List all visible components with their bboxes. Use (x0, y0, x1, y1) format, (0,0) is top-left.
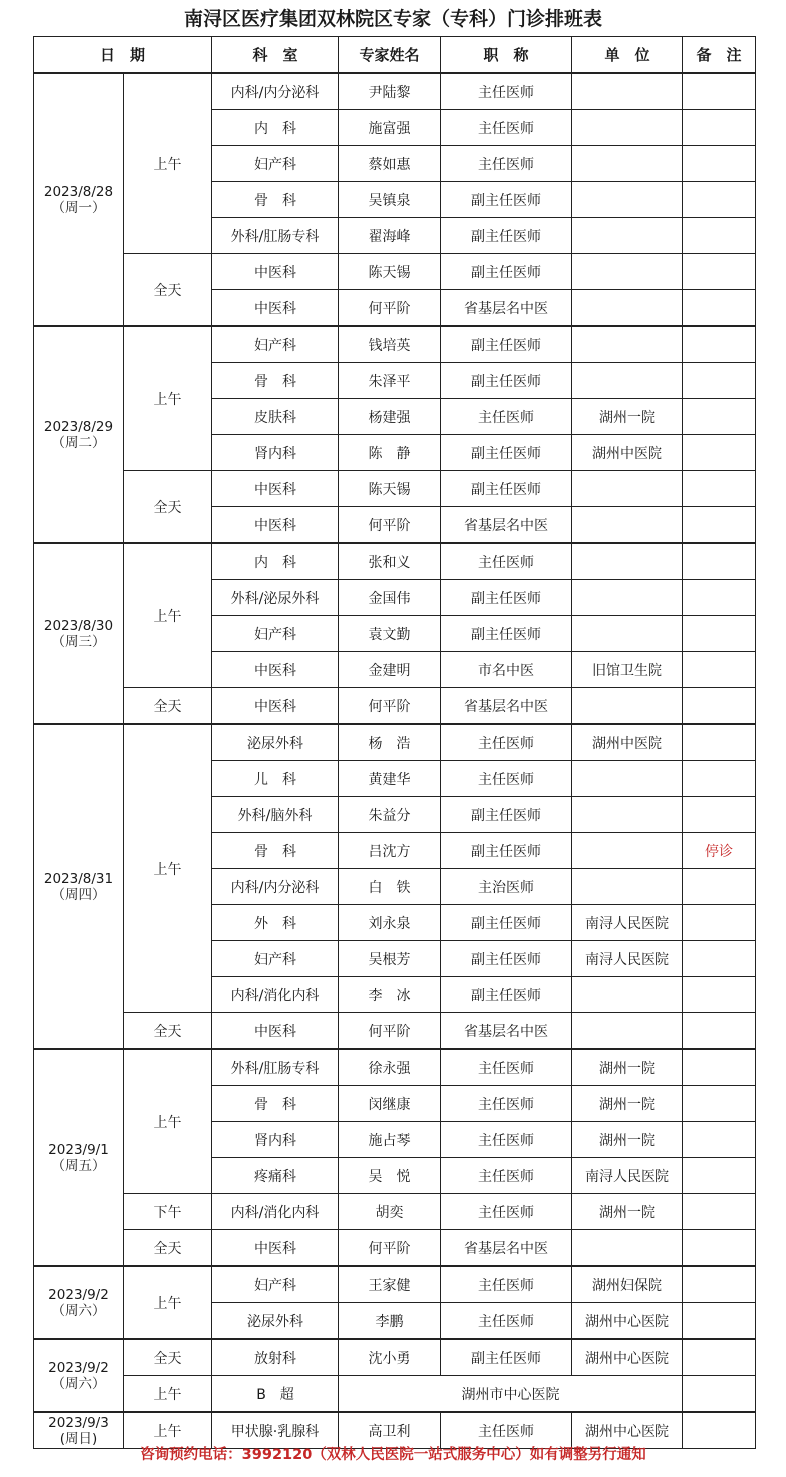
name-cell: 何平阶 (339, 290, 441, 327)
title-cell: 主任医师 (441, 1194, 572, 1230)
title-cell: 主任医师 (441, 73, 572, 110)
name-cell: 尹陆黎 (339, 73, 441, 110)
dept-cell: 骨 科 (212, 363, 339, 399)
title-cell: 省基层名中医 (441, 507, 572, 544)
dept-cell: 内 科 (212, 543, 339, 580)
note-cell (683, 1158, 756, 1194)
note-cell (683, 1376, 756, 1413)
session-cell: 上午 (124, 1266, 212, 1339)
unit-cell (572, 833, 683, 869)
unit-cell: 湖州妇保院 (572, 1266, 683, 1303)
title-cell: 主任医师 (441, 543, 572, 580)
name-cell: 闵继康 (339, 1086, 441, 1122)
name-cell: 施占琴 (339, 1122, 441, 1158)
note-cell (683, 218, 756, 254)
name-cell: 蔡如惠 (339, 146, 441, 182)
name-cell: 朱泽平 (339, 363, 441, 399)
dept-cell: 中医科 (212, 652, 339, 688)
title-cell: 副主任医师 (441, 182, 572, 218)
title-cell: 副主任医师 (441, 616, 572, 652)
note-cell (683, 905, 756, 941)
note-cell (683, 507, 756, 544)
table-row (34, 73, 756, 110)
unit-cell (572, 73, 683, 110)
title-cell: 副主任医师 (441, 1339, 572, 1376)
unit-cell: 南浔人民医院 (572, 941, 683, 977)
title-cell: 副主任医师 (441, 580, 572, 616)
weekday-text: （周四） (51, 886, 106, 903)
note-cell (683, 724, 756, 761)
unit-cell (572, 1013, 683, 1050)
name-cell: 钱培英 (339, 326, 441, 363)
dept-cell: 骨 科 (212, 833, 339, 869)
name-cell: 吕沈方 (339, 833, 441, 869)
unit-cell: 湖州中医院 (572, 435, 683, 471)
dept-cell: 疼痛科 (212, 1158, 339, 1194)
dept-cell: 妇产科 (212, 1266, 339, 1303)
unit-cell: 湖州一院 (572, 1086, 683, 1122)
date-cell (34, 1339, 124, 1412)
unit-cell (572, 543, 683, 580)
name-cell: 杨建强 (339, 399, 441, 435)
title-cell: 主任医师 (441, 399, 572, 435)
session-cell: 全天 (124, 471, 212, 544)
unit-cell: 南浔人民医院 (572, 1158, 683, 1194)
dept-cell: 内科/消化内科 (212, 1194, 339, 1230)
note-cell (683, 1122, 756, 1158)
dept-cell: 中医科 (212, 507, 339, 544)
header-name: 专家姓名 (339, 37, 441, 74)
dept-cell: 外科/肛肠专科 (212, 1049, 339, 1086)
note-cell (683, 182, 756, 218)
table-row (34, 1230, 756, 1267)
table-row (34, 254, 756, 290)
name-cell: 吴镇泉 (339, 182, 441, 218)
header-title: 职 称 (441, 37, 572, 74)
name-cell: 何平阶 (339, 1230, 441, 1267)
session-cell: 全天 (124, 688, 212, 725)
unit-cell (572, 110, 683, 146)
unit-cell (572, 616, 683, 652)
title-cell: 主任医师 (441, 110, 572, 146)
date-cell (34, 543, 124, 724)
unit-cell: 湖州中心医院 (572, 1339, 683, 1376)
header-note: 备 注 (683, 37, 756, 74)
note-cell (683, 652, 756, 688)
header-row (34, 37, 756, 74)
note-cell (683, 1339, 756, 1376)
title-cell: 副主任医师 (441, 797, 572, 833)
weekday-text: （周五） (51, 1157, 106, 1174)
date-text: 2023/9/2 (48, 1359, 109, 1376)
title-cell: 主任医师 (441, 1303, 572, 1340)
name-cell: 陈天锡 (339, 254, 441, 290)
unit-cell (572, 363, 683, 399)
date-text: 2023/9/1 (48, 1141, 109, 1158)
name-cell: 陈天锡 (339, 471, 441, 507)
table-row (34, 543, 756, 580)
dept-cell: 外科/脑外科 (212, 797, 339, 833)
name-cell: 施富强 (339, 110, 441, 146)
unit-cell (572, 977, 683, 1013)
name-cell: 张和义 (339, 543, 441, 580)
name-cell: 黄建华 (339, 761, 441, 797)
name-cell: 吴根芳 (339, 941, 441, 977)
dept-cell: 中医科 (212, 254, 339, 290)
title-cell: 主任医师 (441, 1049, 572, 1086)
unit-cell (572, 146, 683, 182)
header-date: 日 期 (34, 37, 212, 74)
name-cell: 翟海峰 (339, 218, 441, 254)
schedule-body (34, 73, 756, 1449)
dept-cell: 妇产科 (212, 616, 339, 652)
title-cell: 副主任医师 (441, 435, 572, 471)
dept-cell: 儿 科 (212, 761, 339, 797)
dept-cell: 肾内科 (212, 1122, 339, 1158)
note-cell (683, 290, 756, 327)
note-cell (683, 616, 756, 652)
unit-cell (572, 290, 683, 327)
unit-cell (572, 869, 683, 905)
name-cell: 何平阶 (339, 507, 441, 544)
dept-cell: 放射科 (212, 1339, 339, 1376)
note-cell (683, 146, 756, 182)
unit-cell (572, 688, 683, 725)
name-cell: 吴 悦 (339, 1158, 441, 1194)
name-cell: 白 铁 (339, 869, 441, 905)
title-cell: 副主任医师 (441, 833, 572, 869)
name-cell: 胡奕 (339, 1194, 441, 1230)
header-dept: 科 室 (212, 37, 339, 74)
table-row (34, 1049, 756, 1086)
title-cell: 副主任医师 (441, 218, 572, 254)
dept-cell: 妇产科 (212, 146, 339, 182)
title-cell: 副主任医师 (441, 254, 572, 290)
title-cell: 主任医师 (441, 761, 572, 797)
table-row (34, 471, 756, 507)
page-title: 南浔区医疗集团双林院区专家（专科）门诊排班表 (183, 8, 602, 30)
session-cell: 全天 (124, 1230, 212, 1267)
dept-cell: 中医科 (212, 471, 339, 507)
note-cell (683, 1266, 756, 1303)
date-cell (34, 73, 124, 326)
date-cell (34, 1266, 124, 1339)
dept-cell: 内科/内分泌科 (212, 73, 339, 110)
note-cell (683, 761, 756, 797)
session-cell: 上午 (124, 73, 212, 254)
title-cell: 副主任医师 (441, 363, 572, 399)
note-cell (683, 869, 756, 905)
dept-cell: 内科/消化内科 (212, 977, 339, 1013)
title-cell: 主任医师 (441, 724, 572, 761)
session-cell: 下午 (124, 1194, 212, 1230)
unit-cell: 湖州一院 (572, 1122, 683, 1158)
dept-cell: 皮肤科 (212, 399, 339, 435)
title-cell: 主任医师 (441, 1266, 572, 1303)
title-cell: 省基层名中医 (441, 290, 572, 327)
unit-cell: 南浔人民医院 (572, 905, 683, 941)
date-text: 2023/8/30 (43, 617, 114, 634)
unit-cell (572, 797, 683, 833)
unit-cell (572, 326, 683, 363)
unit-cell (572, 1230, 683, 1267)
name-cell: 陈 静 (339, 435, 441, 471)
unit-cell (572, 254, 683, 290)
title-cell: 省基层名中医 (441, 1230, 572, 1267)
dept-cell: 妇产科 (212, 941, 339, 977)
session-cell: 全天 (124, 1339, 212, 1376)
title-cell: 省基层名中医 (441, 688, 572, 725)
name-cell: 徐永强 (339, 1049, 441, 1086)
title-cell: 主任医师 (441, 1158, 572, 1194)
session-cell: 全天 (124, 1013, 212, 1050)
note-cell (683, 580, 756, 616)
name-cell: 李 冰 (339, 977, 441, 1013)
note-cell (683, 1303, 756, 1340)
unit-cell: 湖州中医院 (572, 724, 683, 761)
name-cell: 高卫利 (339, 1412, 441, 1449)
name-cell: 李鹏 (339, 1303, 441, 1340)
unit-cell: 湖州中心医院 (572, 1303, 683, 1340)
weekday-text: （周六） (51, 1302, 106, 1319)
unit-cell (572, 471, 683, 507)
unit-cell: 湖州一院 (572, 1194, 683, 1230)
dept-cell: 中医科 (212, 1013, 339, 1050)
weekday-text: （周六） (51, 1375, 106, 1392)
dept-cell: 骨 科 (212, 1086, 339, 1122)
weekday-text: （周三） (51, 633, 106, 650)
note-cell (683, 797, 756, 833)
name-cell: 朱益分 (339, 797, 441, 833)
note-cell (683, 471, 756, 507)
note-cell (683, 543, 756, 580)
title-cell: 主任医师 (441, 1086, 572, 1122)
title-cell: 主任医师 (441, 146, 572, 182)
session-cell: 上午 (124, 1049, 212, 1194)
unit-cell (572, 761, 683, 797)
date-text: 2023/8/31 (43, 870, 114, 887)
unit-cell (572, 507, 683, 544)
title-cell: 市名中医 (441, 652, 572, 688)
weekday-text: （周一） (51, 199, 106, 216)
dept-cell: 甲状腺·乳腺科 (212, 1412, 339, 1449)
note-cell (683, 977, 756, 1013)
table-row (34, 1339, 756, 1376)
session-cell: 上午 (124, 1412, 212, 1449)
dept-cell: 中医科 (212, 1230, 339, 1267)
date-text: 2023/8/29 (43, 418, 114, 435)
dept-cell: 肾内科 (212, 435, 339, 471)
merged-unit-cell: 湖州市中心医院 (339, 1376, 683, 1413)
note-cell (683, 363, 756, 399)
unit-cell (572, 182, 683, 218)
session-cell: 上午 (124, 543, 212, 688)
name-cell: 金建明 (339, 652, 441, 688)
dept-cell: 外 科 (212, 905, 339, 941)
note-cell (683, 1049, 756, 1086)
title-cell: 副主任医师 (441, 905, 572, 941)
name-cell: 沈小勇 (339, 1339, 441, 1376)
table-row (34, 1013, 756, 1050)
weekday-text: (周日) (59, 1430, 98, 1447)
dept-cell: 骨 科 (212, 182, 339, 218)
note-cell (683, 1194, 756, 1230)
weekday-text: （周二） (51, 434, 106, 451)
note-cell: 停诊 (683, 833, 756, 869)
table-row (34, 326, 756, 363)
note-cell (683, 1013, 756, 1050)
note-cell (683, 110, 756, 146)
session-cell: 上午 (124, 1376, 212, 1413)
date-cell (34, 724, 124, 1049)
header-unit: 单 位 (572, 37, 683, 74)
note-cell (683, 688, 756, 725)
dept-cell: 中医科 (212, 290, 339, 327)
dept-cell: 外科/泌尿外科 (212, 580, 339, 616)
unit-cell (572, 580, 683, 616)
dept-cell: B 超 (212, 1376, 339, 1413)
title-cell: 主任医师 (441, 1412, 572, 1449)
unit-cell: 湖州中心医院 (572, 1412, 683, 1449)
date-cell (34, 326, 124, 543)
title-cell: 副主任医师 (441, 977, 572, 1013)
contact-footer: 咨询预约电话：3992120（双林人民医院一站式服务中心）如有调整另行通知 (140, 1447, 646, 1463)
note-cell (683, 435, 756, 471)
schedule-table (33, 36, 756, 1449)
dept-cell: 内 科 (212, 110, 339, 146)
note-cell (683, 326, 756, 363)
name-cell: 何平阶 (339, 688, 441, 725)
dept-cell: 中医科 (212, 688, 339, 725)
note-cell (683, 1086, 756, 1122)
name-cell: 何平阶 (339, 1013, 441, 1050)
name-cell: 刘永泉 (339, 905, 441, 941)
dept-cell: 泌尿外科 (212, 1303, 339, 1340)
note-cell (683, 73, 756, 110)
name-cell: 袁文勤 (339, 616, 441, 652)
note-cell (683, 399, 756, 435)
title-cell: 主治医师 (441, 869, 572, 905)
note-cell (683, 254, 756, 290)
title-cell: 副主任医师 (441, 941, 572, 977)
date-text: 2023/8/28 (43, 183, 114, 200)
table-row (34, 1376, 756, 1413)
session-cell: 全天 (124, 254, 212, 327)
name-cell: 王家健 (339, 1266, 441, 1303)
date-text: 2023/9/3 (48, 1414, 109, 1431)
unit-cell (572, 218, 683, 254)
session-cell: 上午 (124, 724, 212, 1013)
dept-cell: 泌尿外科 (212, 724, 339, 761)
date-text: 2023/9/2 (48, 1286, 109, 1303)
unit-cell: 湖州一院 (572, 399, 683, 435)
table-row (34, 724, 756, 761)
dept-cell: 内科/内分泌科 (212, 869, 339, 905)
title-cell: 副主任医师 (441, 326, 572, 363)
name-cell: 杨 浩 (339, 724, 441, 761)
table-row (34, 1194, 756, 1230)
unit-cell: 旧馆卫生院 (572, 652, 683, 688)
dept-cell: 外科/肛肠专科 (212, 218, 339, 254)
title-cell: 主任医师 (441, 1122, 572, 1158)
session-cell: 上午 (124, 326, 212, 471)
unit-cell: 湖州一院 (572, 1049, 683, 1086)
note-cell (683, 941, 756, 977)
table-row (34, 1266, 756, 1303)
note-cell (683, 1230, 756, 1267)
table-row (34, 688, 756, 725)
name-cell: 金国伟 (339, 580, 441, 616)
date-cell (34, 1049, 124, 1266)
title-cell: 副主任医师 (441, 471, 572, 507)
dept-cell: 妇产科 (212, 326, 339, 363)
title-cell: 省基层名中医 (441, 1013, 572, 1050)
